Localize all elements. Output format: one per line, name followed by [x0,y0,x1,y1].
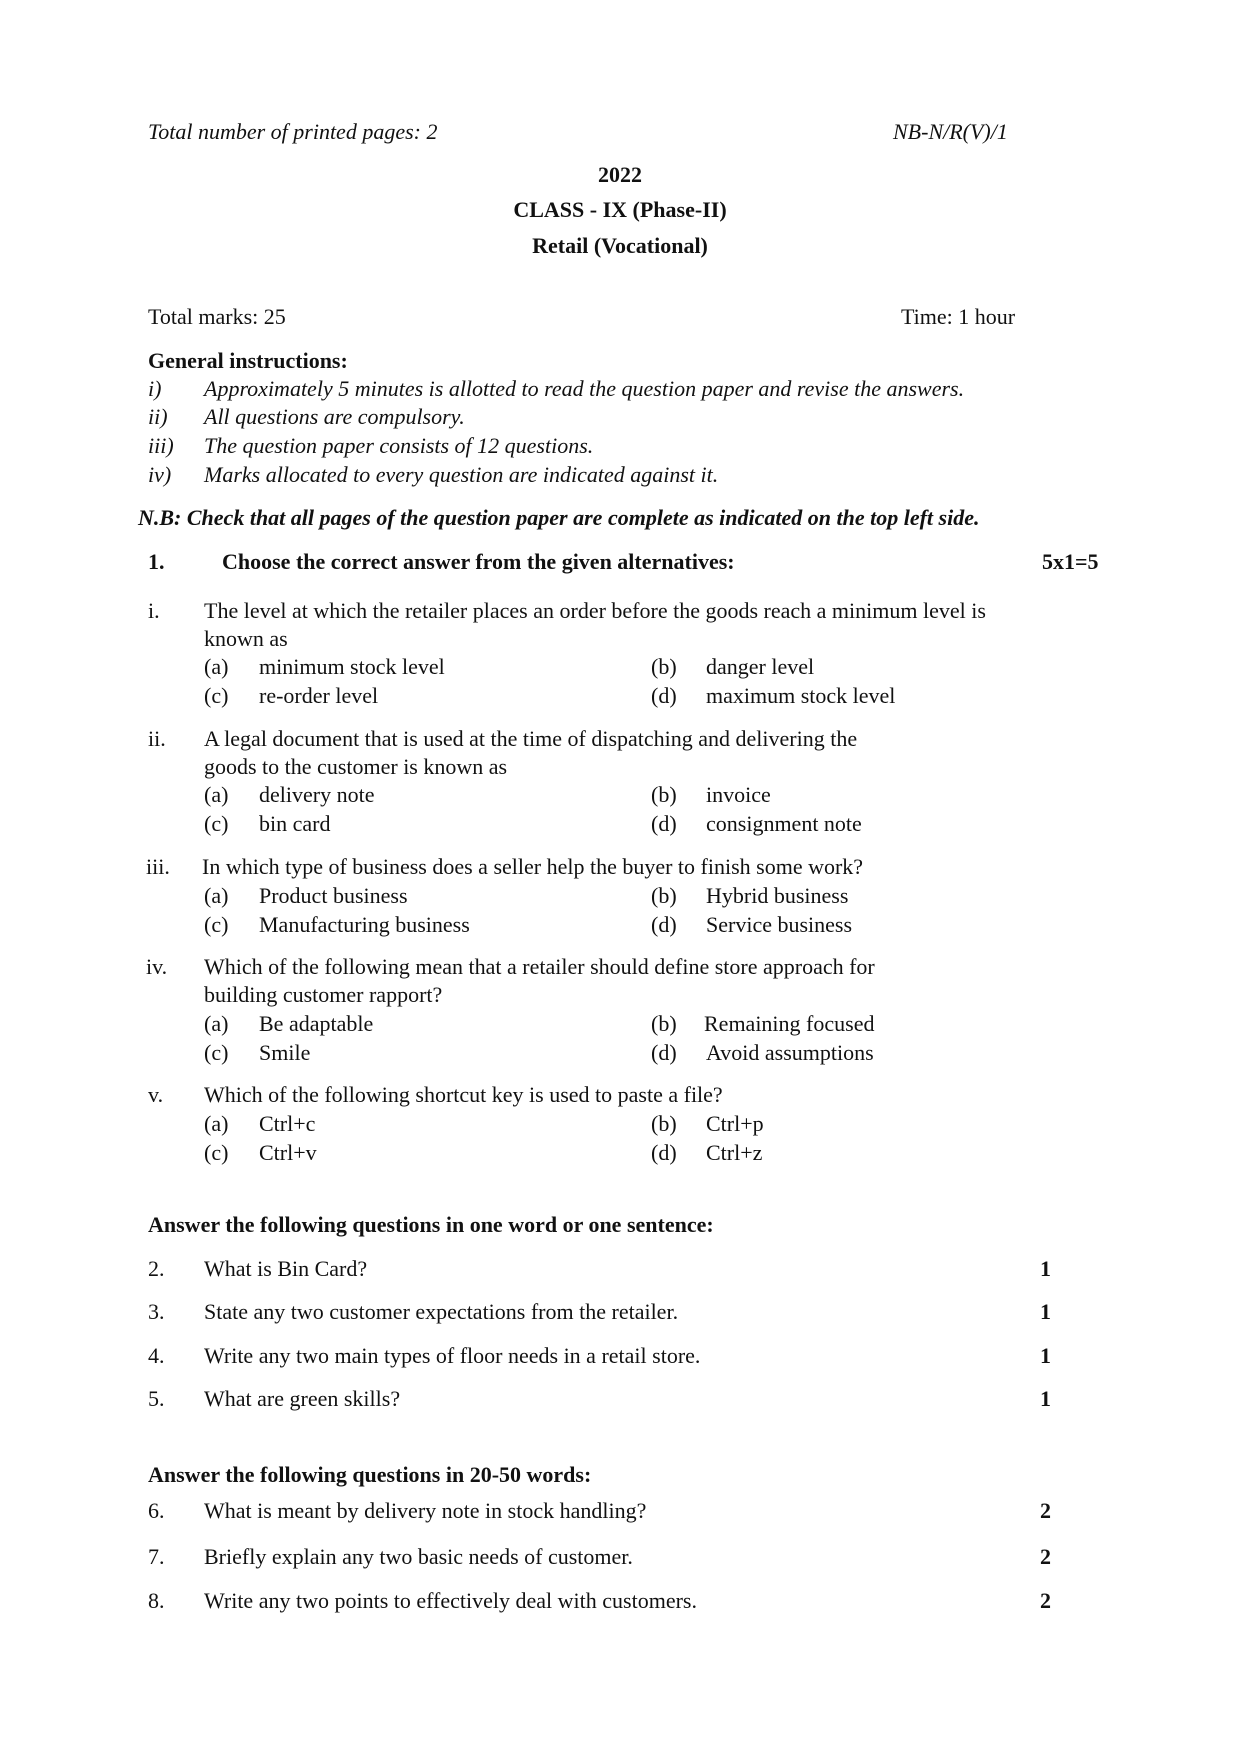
question-marks: 2 [1040,1588,1051,1613]
option-text: Product business [259,883,408,908]
mcq-text: building customer rapport? [204,982,443,1007]
nb-note: N.B: Check that all pages of the question paper are complete as indicated on the top left side. [138,505,980,530]
option-text: invoice [706,782,771,807]
option-label: (d) [651,683,677,708]
mcq-text: The level at which the retailer places an order before the goods reach a minimum level is [204,598,986,623]
option-text: maximum stock level [706,683,896,708]
question-marks: 1 [1040,1343,1051,1368]
instruction-number: iv) [148,462,172,487]
question-number: 5. [148,1386,165,1411]
section1-marks: 5x1=5 [1042,549,1099,574]
class-line: CLASS - IX (Phase-II) [513,197,727,222]
section1-number: 1. [148,549,165,574]
option-label: (b) [651,1111,677,1136]
option-label: (b) [651,782,677,807]
instruction-text: Approximately 5 minutes is allotted to read the question paper and revise the answers. [204,376,965,401]
instruction-number: ii) [148,404,168,429]
instructions-heading: General instructions: [148,348,348,373]
option-text: Hybrid business [706,883,849,908]
option-label: (c) [204,683,229,708]
option-label: (b) [651,883,677,908]
option-text: Ctrl+z [706,1140,763,1165]
option-label: (a) [204,1011,229,1036]
question-number: 6. [148,1498,165,1523]
option-text: danger level [706,654,815,679]
instruction-text: The question paper consists of 12 questions. [204,433,594,458]
option-text: Be adaptable [259,1011,374,1036]
pages-note: Total number of printed pages: 2 [148,119,438,144]
option-label: (a) [204,883,229,908]
question-text: State any two customer expectations from the retailer. [204,1299,679,1324]
section3-heading: Answer the following questions in 20-50 words: [148,1462,592,1487]
question-marks: 2 [1040,1544,1051,1569]
instruction-number: iii) [148,433,174,458]
exam-year: 2022 [598,162,642,187]
mcq-text: Which of the following mean that a retailer should define store approach for [204,954,875,979]
time-allowed: Time: 1 hour [901,304,1016,329]
mcq-text: known as [204,626,288,651]
option-text: Ctrl+c [259,1111,316,1136]
question-text: What is Bin Card? [204,1256,368,1281]
option-text: Service business [706,912,853,937]
option-text: Ctrl+v [259,1140,317,1165]
question-number: 3. [148,1299,165,1324]
option-text: Avoid assumptions [706,1040,874,1065]
question-text: Write any two points to effectively deal with customers. [204,1588,697,1613]
option-text: bin card [259,811,331,836]
option-label: (c) [204,811,229,836]
question-marks: 1 [1040,1256,1051,1281]
mcq-text: goods to the customer is known as [204,754,508,779]
question-text: What is meant by delivery note in stock handling? [204,1498,647,1523]
option-label: (b) [651,654,677,679]
option-label: (b) [651,1011,677,1036]
question-marks: 1 [1040,1386,1051,1411]
option-label: (d) [651,1040,677,1065]
question-marks: 2 [1040,1498,1051,1523]
option-label: (d) [651,811,677,836]
instruction-number: i) [148,376,162,401]
paper-code: NB-N/R(V)/1 [893,119,1008,144]
option-label: (a) [204,782,229,807]
question-number: 7. [148,1544,165,1569]
option-label: (c) [204,1040,229,1065]
option-label: (a) [204,654,229,679]
question-text: What are green skills? [204,1386,401,1411]
mcq-number: ii. [148,726,166,751]
mcq-text: A legal document that is used at the time of dispatching and delivering the [204,726,858,751]
option-text: Remaining focused [704,1011,875,1036]
section1-heading: Choose the correct answer from the given alternatives: [222,549,735,574]
option-label: (a) [204,1111,229,1136]
option-text: delivery note [259,782,375,807]
question-number: 4. [148,1343,165,1368]
total-marks: Total marks: 25 [148,304,286,329]
question-number: 8. [148,1588,165,1613]
option-text: Smile [259,1040,311,1065]
instruction-text: Marks allocated to every question are indicated against it. [204,462,719,487]
option-text: Ctrl+p [706,1111,764,1136]
option-text: minimum stock level [259,654,445,679]
option-text: re-order level [259,683,379,708]
instruction-text: All questions are compulsory. [204,404,465,429]
mcq-number: v. [148,1082,164,1107]
question-marks: 1 [1040,1299,1051,1324]
mcq-text: Which of the following shortcut key is used to paste a file? [204,1082,723,1107]
mcq-number: iv. [146,954,168,979]
mcq-number: i. [148,598,160,623]
option-text: consignment note [706,811,862,836]
option-label: (c) [204,912,229,937]
mcq-text: In which type of business does a seller help the buyer to finish some work? [202,854,864,879]
question-number: 2. [148,1256,165,1281]
question-text: Write any two main types of floor needs in a retail store. [204,1343,701,1368]
question-text: Briefly explain any two basic needs of customer. [204,1544,633,1569]
option-text: Manufacturing business [259,912,470,937]
mcq-number: iii. [146,854,170,879]
subject-title: Retail (Vocational) [532,233,708,258]
section2-heading: Answer the following questions in one word or one sentence: [148,1212,714,1237]
option-label: (d) [651,912,677,937]
option-label: (d) [651,1140,677,1165]
option-label: (c) [204,1140,229,1165]
